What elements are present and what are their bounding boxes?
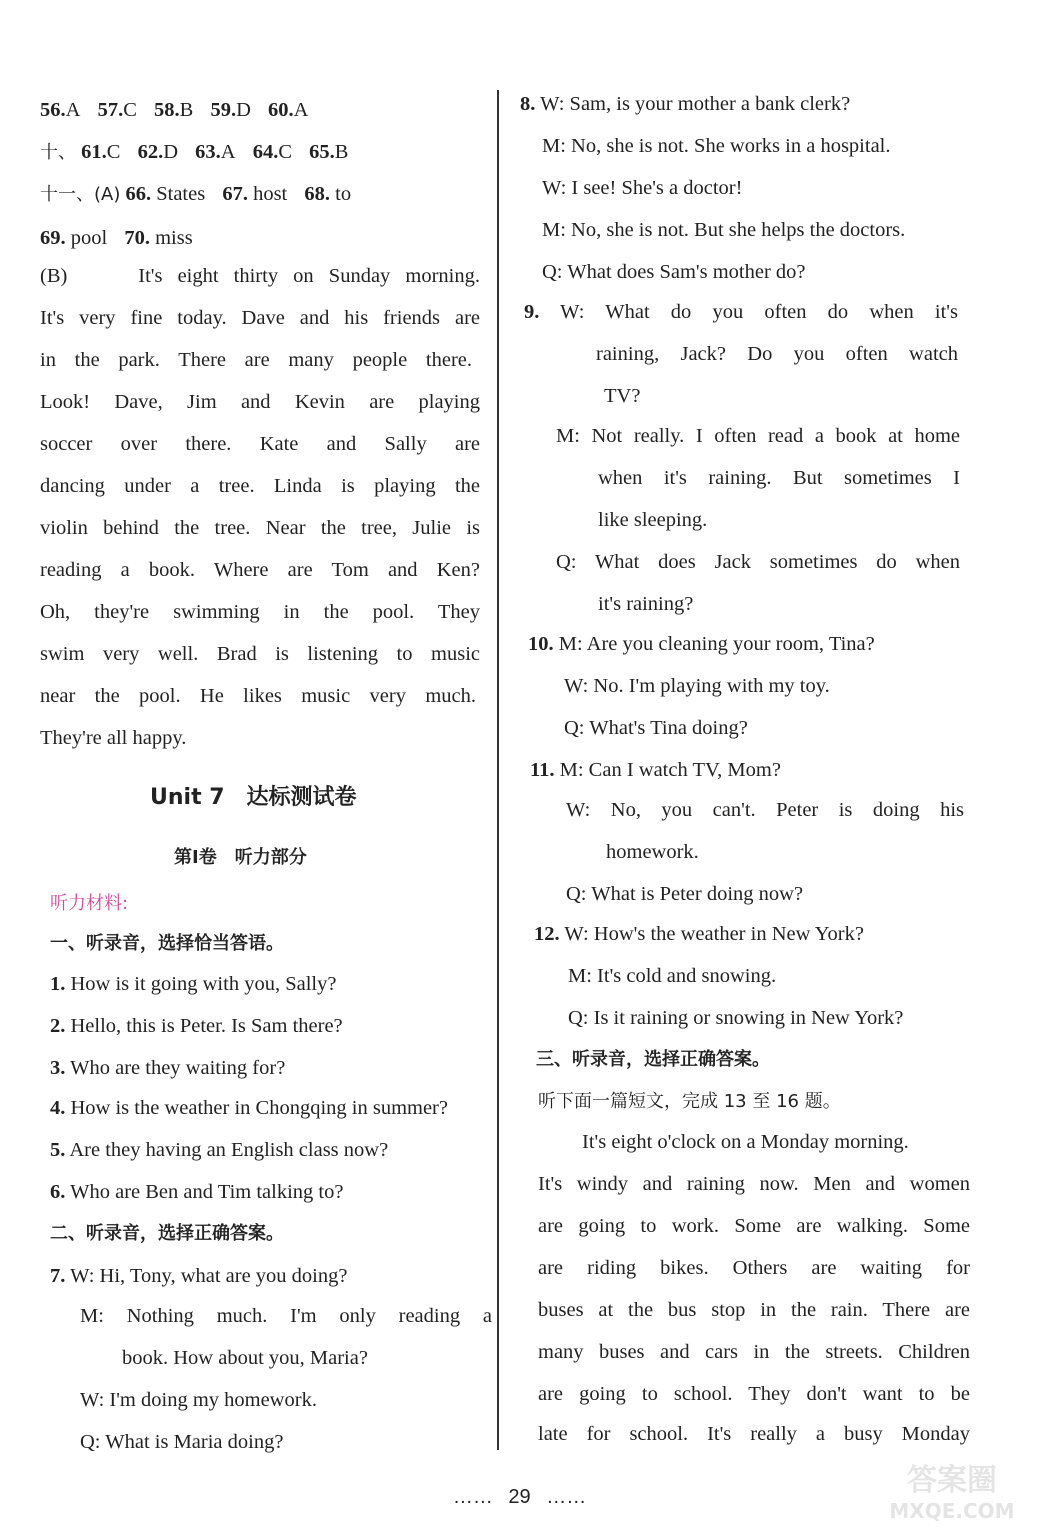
passage-b-line: dancing under a tree. Linda is playing the xyxy=(40,475,480,497)
dialogue-line: W: I'm doing my homework. xyxy=(80,1389,317,1411)
dialogue-line: it's raining? xyxy=(598,593,694,615)
dialogue-line: book. How about you, Maria? xyxy=(122,1347,368,1369)
passage-line: buses at the bus stop in the rain. There are xyxy=(538,1299,970,1321)
dialogue-line: Q: What is Peter doing now? xyxy=(566,883,804,905)
footer-dots-left: …… xyxy=(452,1486,493,1508)
dialogue-line: when it's raining. But sometimes I xyxy=(598,467,960,489)
passage-b-line: It's very fine today. Dave and his friends are xyxy=(40,307,480,329)
answer-row-56-60: 56.A 57.C 58.B 59.D 60.A xyxy=(40,99,309,121)
dialogue-line: like sleeping. xyxy=(598,509,708,531)
dialogue-line: M: No, she is not. But she helps the doctors. xyxy=(542,219,906,241)
question-2: 2. Hello, this is Peter. Is Sam there? xyxy=(50,1015,343,1037)
passage-b-line: in the park. There are many people there. xyxy=(40,349,472,371)
question-8: 8. W: Sam, is your mother a bank clerk? xyxy=(520,93,851,115)
passage-b-line: Look! Dave, Jim and Kevin are playing xyxy=(40,391,480,413)
question-4: 4. How is the weather in Chongqing in summer? xyxy=(50,1097,448,1119)
watermark-line2: MXQE.COM xyxy=(889,1499,1015,1523)
dialogue-line: W: No. I'm playing with my toy. xyxy=(564,675,830,697)
section-3-intro: 听下面一篇短文，完成 13 至 16 题。 xyxy=(538,1091,841,1112)
passage-b-line: near the pool. He likes music very much. xyxy=(40,685,476,707)
dialogue-line: W: I see! She's a doctor! xyxy=(542,177,743,199)
passage-line: It's windy and raining now. Men and women xyxy=(538,1173,970,1195)
section-2-heading: 二、听录音，选择正确答案。 xyxy=(50,1223,284,1244)
dialogue-line: M: Not really. I often read a book at home xyxy=(556,425,960,447)
passage-b-line: (B) It's eight thirty on Sunday morning. xyxy=(40,265,480,287)
dialogue-line: M: No, she is not. She works in a hospital. xyxy=(542,135,891,157)
passage-line: are riding bikes. Others are waiting for xyxy=(538,1257,970,1279)
passage-line: are going to work. Some are walking. Some xyxy=(538,1215,970,1237)
dialogue-line: Q: What is Maria doing? xyxy=(80,1431,284,1453)
dialogue-line: M: It's cold and snowing. xyxy=(568,965,777,987)
passage-b-line: soccer over there. Kate and Sally are xyxy=(40,433,480,455)
passage-line: are going to school. They don't want to be xyxy=(538,1383,970,1405)
watermark-line1: 答案圈 xyxy=(907,1463,997,1498)
section-3-heading: 三、听录音，选择正确答案。 xyxy=(536,1049,770,1070)
dialogue-line: Q: Is it raining or snowing in New York? xyxy=(568,1007,904,1029)
watermark-logo xyxy=(877,1456,1027,1526)
answer-row-66-68: 十一、(A) 66. States 67. host 68. to xyxy=(40,183,352,205)
passage-line: many buses and cars in the streets. Children xyxy=(538,1341,970,1363)
dialogue-line: W: No, you can't. Peter is doing his xyxy=(566,799,964,821)
materials-label: 听力材料: xyxy=(50,893,129,914)
footer-dots-right: …… xyxy=(546,1486,587,1508)
question-11: 11. M: Can I watch TV, Mom? xyxy=(530,759,781,781)
section-1-heading: 一、听录音，选择恰当答语。 xyxy=(50,933,284,954)
dialogue-line: Q: What's Tina doing? xyxy=(564,717,748,739)
passage-line: late for school. It's really a busy Monday xyxy=(538,1423,970,1445)
dialogue-line: M: Nothing much. I'm only reading a xyxy=(80,1305,492,1327)
dialogue-line: TV? xyxy=(604,385,641,407)
column-divider xyxy=(497,90,499,1450)
passage-b-line: swim very well. Brad is listening to music xyxy=(40,643,480,665)
question-10: 10. M: Are you cleaning your room, Tina? xyxy=(528,633,875,655)
question-12: 12. W: How's the weather in New York? xyxy=(534,923,864,945)
answer-row-69-70: 69. pool 70. miss xyxy=(40,227,193,249)
passage-line: It's eight o'clock on a Monday morning. xyxy=(582,1131,909,1153)
dialogue-line: Q: What does Sam's mother do? xyxy=(542,261,806,283)
passage-b-line: reading a book. Where are Tom and Ken? xyxy=(40,559,480,581)
question-6: 6. Who are Ben and Tim talking to? xyxy=(50,1181,344,1203)
question-9: 9. W: What do you often do when it's xyxy=(524,301,958,323)
passage-b-line: They're all happy. xyxy=(40,727,187,749)
dialogue-line: Q: What does Jack sometimes do when xyxy=(556,551,960,573)
dialogue-line: raining, Jack? Do you often watch xyxy=(596,343,958,365)
question-1: 1. How is it going with you, Sally? xyxy=(50,973,337,995)
unit-title: Unit 7 达标测试卷 xyxy=(150,785,357,810)
page-number: 29 xyxy=(508,1486,531,1508)
question-5: 5. Are they having an English class now? xyxy=(50,1139,389,1161)
dialogue-line: homework. xyxy=(606,841,699,863)
question-3: 3. Who are they waiting for? xyxy=(50,1057,286,1079)
answer-row-61-65: 十、 61.C 62.D 63.A 64.C 65.B xyxy=(40,141,349,163)
question-7: 7. W: Hi, Tony, what are you doing? xyxy=(50,1265,348,1287)
passage-b-line: Oh, they're swimming in the pool. They xyxy=(40,601,480,623)
passage-b-line: violin behind the tree. Near the tree, Julie is xyxy=(40,517,480,539)
part-title: 第Ⅰ卷 听力部分 xyxy=(174,847,307,868)
